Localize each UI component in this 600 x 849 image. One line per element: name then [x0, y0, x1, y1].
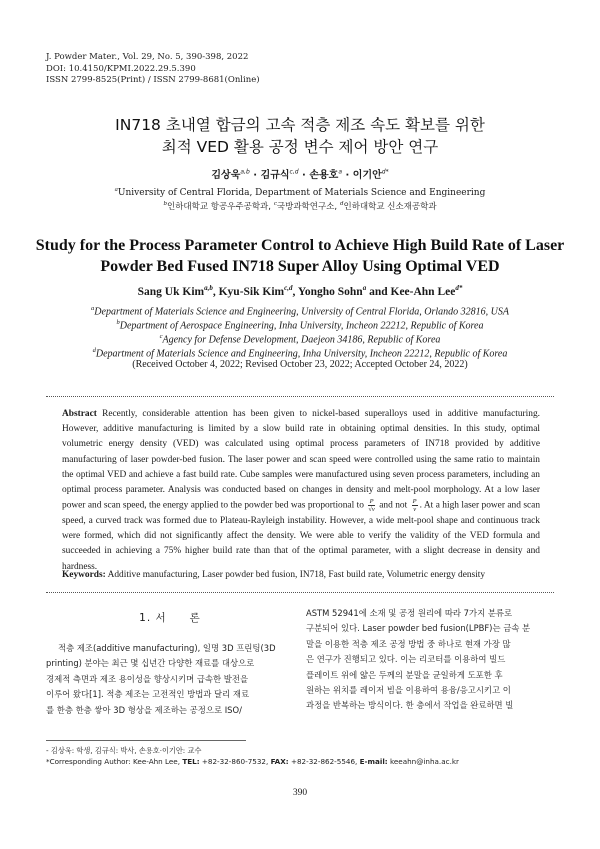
affil-sup: c — [273, 201, 277, 207]
divider-top — [46, 396, 554, 397]
affil-sup: d — [92, 347, 96, 354]
author-separator: · — [302, 170, 306, 181]
author-name: Sang Uk Kim — [137, 285, 205, 298]
affil-text: Agency for Defense Development, Daejeon 34186, Republic of Korea — [162, 334, 441, 346]
body-line: 과정을 반복하는 방식이다. 한 층에서 작업을 완료하면 빌 — [306, 700, 514, 711]
author-name: 이기안 — [352, 170, 382, 181]
body-column-right — [306, 606, 554, 714]
body-line: 플레이트 위에 얇은 두께의 분말을 균일하게 도포한 후 — [306, 669, 503, 680]
abstract — [62, 407, 540, 575]
korean-authors — [0, 166, 600, 181]
author-name: 김상욱 — [211, 170, 241, 181]
tel-label: TEL: — [182, 757, 200, 766]
author-name: 김규식 — [260, 170, 290, 181]
affil-sup: a — [91, 305, 95, 312]
english-title-line2: Powder Bed Fused IN718 Super Alloy Using Optimal VED — [100, 258, 500, 275]
affil-sup: b — [163, 201, 167, 207]
journal-info — [46, 52, 260, 87]
author-affil-sup: c,d — [284, 284, 293, 292]
author-name: 손용호 — [309, 170, 339, 181]
affil-text: 인하대학교 항공우주공학과, — [167, 202, 271, 212]
body-line: 이루어 왔다[1]. 적층 제조는 고전적인 방법과 달리 재료 — [46, 689, 250, 700]
author-affil-sup: c,d — [289, 168, 299, 176]
author-affil-sup: a,b — [240, 168, 250, 176]
fraction-numerator: P — [412, 498, 417, 506]
body-line: 를 한층 한층 쌓아 3D 형상을 제조하는 공정으로 ISO/ — [46, 704, 242, 715]
author-name: Kyu-Sik Kim — [218, 285, 285, 298]
korean-affiliation-bcd — [0, 198, 600, 213]
footnote-rule — [46, 740, 246, 741]
author-separator: , — [292, 285, 296, 298]
affil-text: University of Central Florida, Department of Materials Science and Engineering — [117, 188, 486, 198]
author-affil-sup: d* — [381, 168, 389, 176]
affil-text: Department of Materials Science and Engineering, Inha University, Incheon 22212, Republic of Korea — [95, 348, 508, 360]
author-affil-sup: a,b — [204, 284, 213, 292]
email-label: E-mail: — [359, 757, 388, 766]
body-line: 은 연구가 진행되고 있다. 이는 리코터를 이용하여 빌드 — [306, 654, 506, 665]
author-affil-sup: a — [338, 168, 343, 176]
affil-sup: b — [116, 319, 120, 326]
korean-title-line1: IN718 초내열 합금의 고속 적층 제조 속도 확보를 위한 — [115, 116, 485, 134]
affil-sup: a — [114, 187, 118, 193]
fraction-denominator: v — [413, 506, 417, 514]
keywords-label: Keywords: — [62, 570, 106, 580]
fraction-p-over-sqrt-v — [368, 498, 374, 513]
abstract-text-not: not — [395, 500, 408, 511]
affil-text: Department of Aerospace Engineering, Inha University, Incheon 22212, Republic of Korea — [119, 320, 484, 332]
keywords-text: Additive manufacturing, Laser powder bed fusion, IN718, Fast build rate, Volumetric energy density — [107, 570, 486, 580]
body-line: 원하는 위치를 레이저 빔을 이용하여 용융/응고시키고 이 — [306, 685, 511, 696]
tel-number: +82-32-860-7532, — [201, 757, 269, 766]
author-name: Kee-Ahn Lee — [390, 285, 456, 298]
body-line: printing) 분야는 최근 몇 십년간 다양한 재료를 대상으로 — [46, 658, 255, 669]
body-line: 말을 이용한 적층 제조 공정 방법 중 하나로 현재 가장 많 — [306, 638, 511, 649]
korean-title — [0, 114, 600, 158]
received-dates: (Received October 4, 2022; Revised October 23, 2022; Accepted October 24, 2022) — [132, 359, 468, 370]
journal-citation: J. Powder Mater., Vol. 29, No. 5, 390-398, 2022 — [46, 52, 249, 62]
english-title-line1: Study for the Process Parameter Control to Achieve High Build Rate of Laser — [35, 237, 565, 254]
author-separator: · — [345, 170, 350, 181]
section-heading: 1. 서 론 — [139, 612, 201, 624]
fax-label: FAX: — [270, 757, 289, 766]
affil-text: Department of Materials Science and Engineering, University of Central Florida, Orlando 32816, USA — [94, 306, 509, 318]
english-title — [0, 235, 600, 277]
footnotes — [46, 745, 459, 767]
body-line: 경제적 측면과 제조 용이성을 향상시키며 급속한 발전을 — [46, 673, 249, 684]
corresponding-label: *Corresponding Author: Kee-Ahn Lee, — [46, 757, 181, 766]
author-name: Yongho Sohn — [297, 285, 363, 298]
abstract-text-part2: . At a high laser power and scan speed, a curved track was formed due to Plateau-Rayleigh instability. However, a wide melt-pool shape and continuous track were formed, which did not significantly affect the density. We were able to verify the validity of the VED formula and succeeded in achieving a 75% higher build rate than that of the optimal parameter, with a slight decrease in density and hardness. — [62, 500, 541, 572]
affil-text: 인하대학교 신소재공학과 — [343, 202, 437, 212]
korean-title-line2: 최적 VED 활용 공정 변수 제어 방안 연구 — [161, 138, 439, 156]
english-affiliation-d — [0, 344, 600, 360]
korean-affiliation-a — [0, 184, 600, 199]
body-line: ASTM 52941에 소재 및 공정 원리에 따라 7가지 분류로 — [306, 608, 513, 618]
journal-issn: ISSN 2799-8525(Print) / ISSN 2799-8681(Online) — [46, 75, 260, 85]
keywords — [62, 570, 540, 580]
footnote-author-positions: - 김상욱: 학생, 김규식: 박사, 손용호·이기안: 교수 — [46, 746, 202, 755]
english-authors — [0, 284, 600, 298]
email-address: keeahn@inha.ac.kr — [389, 757, 459, 766]
affil-sup: c — [159, 333, 163, 340]
fraction-numerator: P — [369, 498, 374, 506]
divider-bottom — [46, 592, 554, 593]
footnote-corresponding — [46, 756, 459, 767]
author-separator: , — [212, 285, 216, 298]
affil-sup: d — [339, 201, 344, 207]
author-affil-sup: d* — [455, 284, 463, 292]
page-number: 390 — [292, 788, 308, 798]
author-separator: · — [253, 170, 258, 181]
body-column-left — [46, 641, 294, 718]
abstract-text-and: and — [379, 500, 393, 511]
fraction-p-over-v — [412, 498, 418, 513]
journal-doi: DOI: 10.4150/KPMI.2022.29.5.390 — [46, 63, 196, 74]
fraction-denominator: √v — [368, 506, 375, 514]
author-affil-sup: a — [362, 284, 367, 292]
body-line: 구분되어 있다. Laser powder bed fusion(LPBF)는 금속 분 — [306, 623, 531, 634]
author-and: and — [369, 285, 388, 298]
fax-number: +82-32-862-5546, — [290, 757, 358, 766]
body-line: 적층 제조(additive manufacturing), 일명 3D 프린팅(3D — [58, 643, 276, 653]
abstract-label: Abstract — [62, 409, 97, 419]
abstract-text-part1: Recently, considerable attention has been given to nickel-based superalloys used in additive manufacturing. However, additive manufacturing is limited by a slow build rate in obtaining optimal densities. In this study, optimal volumetric energy density (VED) was calculated using optimal process parameters of IN718 provided by additive manufacturing of laser powder-bed fusion. The laser power and scan speed were controlled using the same ratio to maintain the optimal VED and achieve a fast build rate. Cube samples were manufactured using seven process parameters, including an optimal process parameter. Analysis was conducted based on changes in density and melt-pool morphology. At a low laser power and scan speed, the energy applied to the powder bed was proportional to — [62, 409, 540, 511]
affil-text: 국방과학연구소, — [276, 202, 338, 212]
